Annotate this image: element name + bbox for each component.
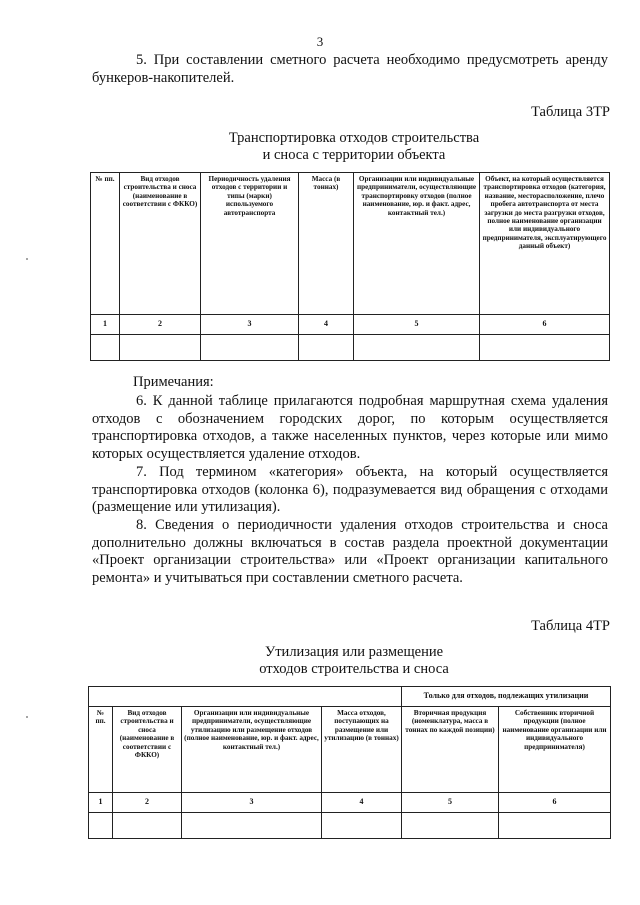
table-3-header-cell: Объект, на который осуществляется транспортировка отходов (категория, название, месторасположение, плечо пробега автотранспорта от места загрузки до места разгрузки отходов, полное наименование организации или индивидуального предпринимателя, эксплуатирующего данный объект) [480, 173, 610, 315]
scan-speck [26, 258, 28, 260]
table-4-number-row [89, 793, 611, 813]
table-4-header-cell: Масса отходов, поступающих на размещение или утилизацию (в тоннах) [322, 707, 402, 793]
table-3-caption-line-1: Транспортировка отходов строительства [228, 130, 480, 146]
table-3-header-cell: Вид отходов строительства и сноса (наименование в соответствии с ФККО) [120, 173, 201, 315]
table-3-label: Таблица 3ТР [531, 104, 610, 120]
table-4-caption [150, 644, 558, 678]
paragraph-6: 6. К данной таблице прилагаются подробная маршрутная схема удаления отходов с обозначением городских дорог, по которым осуществляется транспортировка отходов, а также населенных пунктов, через которые или мимо которых осуществляется удаление отходов. [92, 393, 608, 462]
table-4-caption-line-2: отходов строительства и сноса [259, 661, 449, 677]
table-3-col-number: 5 [354, 315, 480, 335]
table-4-group-header: Только для отходов, подлежащих утилизации [402, 687, 611, 707]
table-4-col-number: 2 [113, 793, 182, 813]
table-4-header-cell: № пп. [89, 707, 113, 793]
table-3-number-row [91, 315, 610, 335]
scan-speck [26, 716, 28, 718]
notes-heading: Примечания: [133, 374, 214, 390]
table-3-header-cell: № пп. [91, 173, 120, 315]
table-4-col-number: 4 [322, 793, 402, 813]
table-3-col-number: 1 [91, 315, 120, 335]
paragraph-5: 5. При составлении сметного расчета необходимо предусмотреть аренду бункеров-накопителей. [92, 52, 608, 86]
table-4-header-cell: Вид отходов строительства и сноса (наименование в соответствии с ФККО) [113, 707, 182, 793]
table-4-label: Таблица 4ТР [531, 618, 610, 634]
table-4 [88, 686, 611, 839]
table-4-col-number: 6 [499, 793, 611, 813]
table-4-header-cell: Вторичная продукция (номенклатура, масса в тоннах по каждой позиции) [402, 707, 499, 793]
table-3-col-number: 4 [299, 315, 354, 335]
table-3-empty-row [91, 335, 610, 361]
table-3 [90, 172, 610, 361]
table-4-empty-row [89, 813, 611, 839]
table-3-caption-line-2: и сноса с территории объекта [262, 147, 446, 163]
table-4-caption-line-1: Утилизация или размещение [264, 644, 444, 660]
table-3-col-number: 6 [480, 315, 610, 335]
table-3-header-cell: Масса (в тоннах) [299, 173, 354, 315]
table-4-col-number: 1 [89, 793, 113, 813]
table-4-header-row [89, 707, 611, 793]
table-3-header-cell: Организации или индивидуальные предприниматели, осуществляющие транспортировку отходов (полное наименование, юр. и факт. адрес, контактный тел.) [354, 173, 480, 315]
paragraph-8: 8. Сведения о периодичности удаления отходов строительства и сноса дополнительно должны включаться в состав раздела проектной документации «Проект организации строительства» или «Проект организации капитального ремонта» и учитываться при составлении сметного расчета. [92, 517, 608, 586]
table-3-col-number: 3 [201, 315, 299, 335]
table-4-col-number: 5 [402, 793, 499, 813]
table-4-col-number: 3 [182, 793, 322, 813]
table-3-header-row [91, 173, 610, 315]
table-4-header-cell: Собственник вторичной продукции (полное наименование организации или индивидуального предпринимателя) [499, 707, 611, 793]
table-4-header-cell: Организации или индивидуальные предприниматели, осуществляющие утилизацию или размещение отходов (полное наименование, юр. и факт. адрес, контактный тел.) [182, 707, 322, 793]
table-3-caption [150, 130, 558, 164]
table-3-col-number: 2 [120, 315, 201, 335]
table-4-group-row [89, 687, 611, 707]
page-number: 3 [316, 34, 324, 49]
paragraph-7: 7. Под термином «категория» объекта, на который осуществляется транспортировка отходов (колонка 6), подразумевается вид обращения с отходами (размещение или утилизация). [92, 464, 608, 516]
table-3-header-cell: Периодичность удаления отходов с территории и типы (марки) используемого автотранспорта [201, 173, 299, 315]
